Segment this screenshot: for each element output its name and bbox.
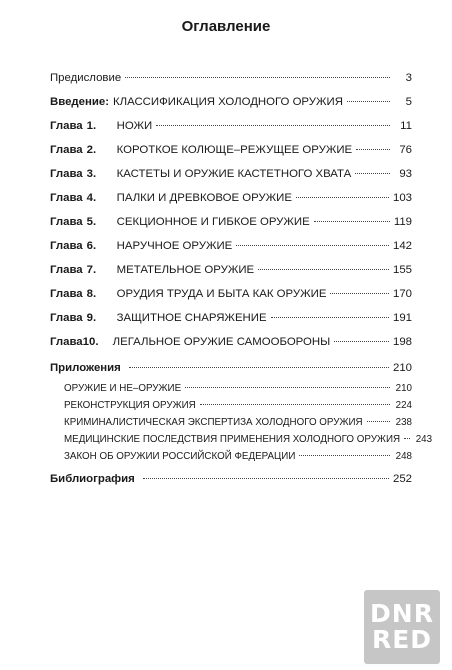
entry-label: Глава [50, 336, 83, 348]
toc-entry-chapter-1 [50, 114, 412, 138]
entry-page: 252 [392, 473, 412, 485]
toc-entry-introduction [50, 90, 412, 114]
entry-title: КЛАССИФИКАЦИЯ ХОЛОДНОГО ОРУЖИЯ [113, 96, 343, 108]
watermark-line: DNR [370, 599, 434, 628]
entry-title: ОРУДИЯ ТРУДА И БЫТА КАК ОРУЖИЕ [116, 288, 327, 300]
entry-label: Введение: [50, 96, 109, 108]
leader-dots [314, 221, 390, 222]
watermark-logo [364, 590, 440, 664]
leader-dots [125, 77, 390, 78]
leader-dots [258, 269, 389, 270]
toc-entry-chapter-6 [50, 234, 412, 258]
entry-title: ОРУЖИЕ И НЕ–ОРУЖИЕ [64, 383, 182, 394]
entry-title: РЕКОНСТРУКЦИЯ ОРУЖИЯ [64, 400, 196, 411]
leader-dots [185, 387, 390, 388]
entry-page: 210 [392, 362, 412, 374]
chapter-number: 1. [86, 120, 97, 132]
entry-page: 76 [399, 144, 412, 156]
leader-dots [347, 101, 390, 102]
entry-label: Глава [50, 216, 83, 228]
entry-page: 142 [392, 240, 412, 252]
toc-entry-chapter-4 [50, 186, 412, 210]
entry-title: ЗАЩИТНОЕ СНАРЯЖЕНИЕ [116, 312, 267, 324]
entry-page: 198 [392, 336, 412, 348]
chapter-number: 9. [86, 312, 97, 324]
leader-dots [296, 197, 389, 198]
page-title: Оглавление [181, 18, 271, 35]
leader-dots [271, 317, 389, 318]
entry-title: КОРОТКОЕ КОЛЮЩЕ–РЕЖУЩЕЕ ОРУЖИЕ [116, 144, 353, 156]
entry-title: КАСТЕТЫ И ОРУЖИЕ КАСТЕТНОГО ХВАТА [116, 168, 352, 180]
toc-entry-bibliography [50, 467, 412, 491]
entry-title: КРИМИНАЛИСТИЧЕСКАЯ ЭКСПЕРТИЗА ХОЛОДНОГО ОРУЖИЯ [64, 417, 363, 428]
entry-label: Глава [50, 192, 83, 204]
leader-dots [299, 455, 390, 456]
watermark-line: RED [371, 625, 433, 654]
chapter-number: 5. [86, 216, 97, 228]
chapter-number: 10. [82, 336, 99, 348]
toc-subentry [50, 380, 412, 397]
leader-dots [367, 421, 390, 422]
leader-dots [356, 149, 390, 150]
toc-entry-chapter-7 [50, 258, 412, 282]
entry-page: 103 [392, 192, 412, 204]
entry-page: 224 [395, 400, 412, 411]
chapter-number: 8. [86, 288, 97, 300]
entry-page: 155 [392, 264, 412, 276]
toc-subentry [50, 448, 412, 465]
leader-dots [334, 341, 389, 342]
toc-subentry [50, 431, 433, 448]
toc-entry-chapter-8 [50, 282, 412, 306]
leader-dots [129, 367, 389, 368]
entry-page: 3 [405, 72, 412, 84]
entry-page: 210 [395, 383, 412, 394]
toc-entry-chapter-2 [50, 138, 412, 162]
entry-page: 170 [392, 288, 412, 300]
entry-page: 243 [415, 434, 433, 445]
entry-title: ЗАКОН ОБ ОРУЖИИ РОССИЙСКОЙ ФЕДЕРАЦИИ [64, 451, 296, 462]
entry-label: Глава [50, 168, 83, 180]
entry-page: 191 [392, 312, 412, 324]
chapter-number: 2. [86, 144, 97, 156]
entry-page: 119 [393, 216, 412, 228]
entry-label: Глава [50, 288, 83, 300]
leader-dots [156, 125, 390, 126]
entry-page: 238 [395, 417, 412, 428]
leader-dots [143, 478, 389, 479]
entry-title: ПАЛКИ И ДРЕВКОВОЕ ОРУЖИЕ [116, 192, 292, 204]
entry-page: 93 [399, 168, 412, 180]
toc-entry-preface [50, 66, 412, 90]
entry-title: НОЖИ [116, 120, 153, 132]
entry-label: Приложения [50, 362, 121, 374]
entry-label: Глава [50, 264, 83, 276]
entry-page: 11 [400, 120, 412, 132]
entry-label: Глава [50, 120, 83, 132]
table-of-contents [50, 66, 433, 491]
toc-subentry [50, 414, 412, 431]
toc-entry-appendix [50, 356, 412, 380]
leader-dots [404, 438, 410, 439]
entry-title: МЕДИЦИНСКИЕ ПОСЛЕДСТВИЯ ПРИМЕНЕНИЯ ХОЛОДНОГО ОРУЖИЯ [64, 434, 401, 445]
entry-page: 5 [405, 96, 412, 108]
leader-dots [200, 404, 390, 405]
toc-entry-chapter-5 [50, 210, 412, 234]
toc-entry-chapter-9 [50, 306, 412, 330]
entry-page: 248 [395, 451, 412, 462]
entry-label: Предисловие [50, 72, 122, 84]
entry-label: Глава [50, 240, 83, 252]
leader-dots [236, 245, 389, 246]
entry-label: Библиография [50, 473, 135, 485]
entry-title: ЛЕГАЛЬНОЕ ОРУЖИЕ САМООБОРОНЫ [112, 336, 331, 348]
entry-title: СЕКЦИОННОЕ И ГИБКОЕ ОРУЖИЕ [116, 216, 310, 228]
entry-title: МЕТАТЕЛЬНОЕ ОРУЖИЕ [116, 264, 255, 276]
entry-label: Глава [50, 312, 83, 324]
toc-entry-chapter-10 [50, 330, 412, 354]
toc-entry-chapter-3 [50, 162, 412, 186]
chapter-number: 7. [86, 264, 97, 276]
entry-title: НАРУЧНОЕ ОРУЖИЕ [116, 240, 233, 252]
chapter-number: 6. [86, 240, 97, 252]
chapter-number: 4. [86, 192, 97, 204]
entry-label: Глава [50, 144, 83, 156]
leader-dots [330, 293, 389, 294]
toc-subentry [50, 397, 412, 414]
chapter-number: 3. [86, 168, 97, 180]
leader-dots [355, 173, 390, 174]
